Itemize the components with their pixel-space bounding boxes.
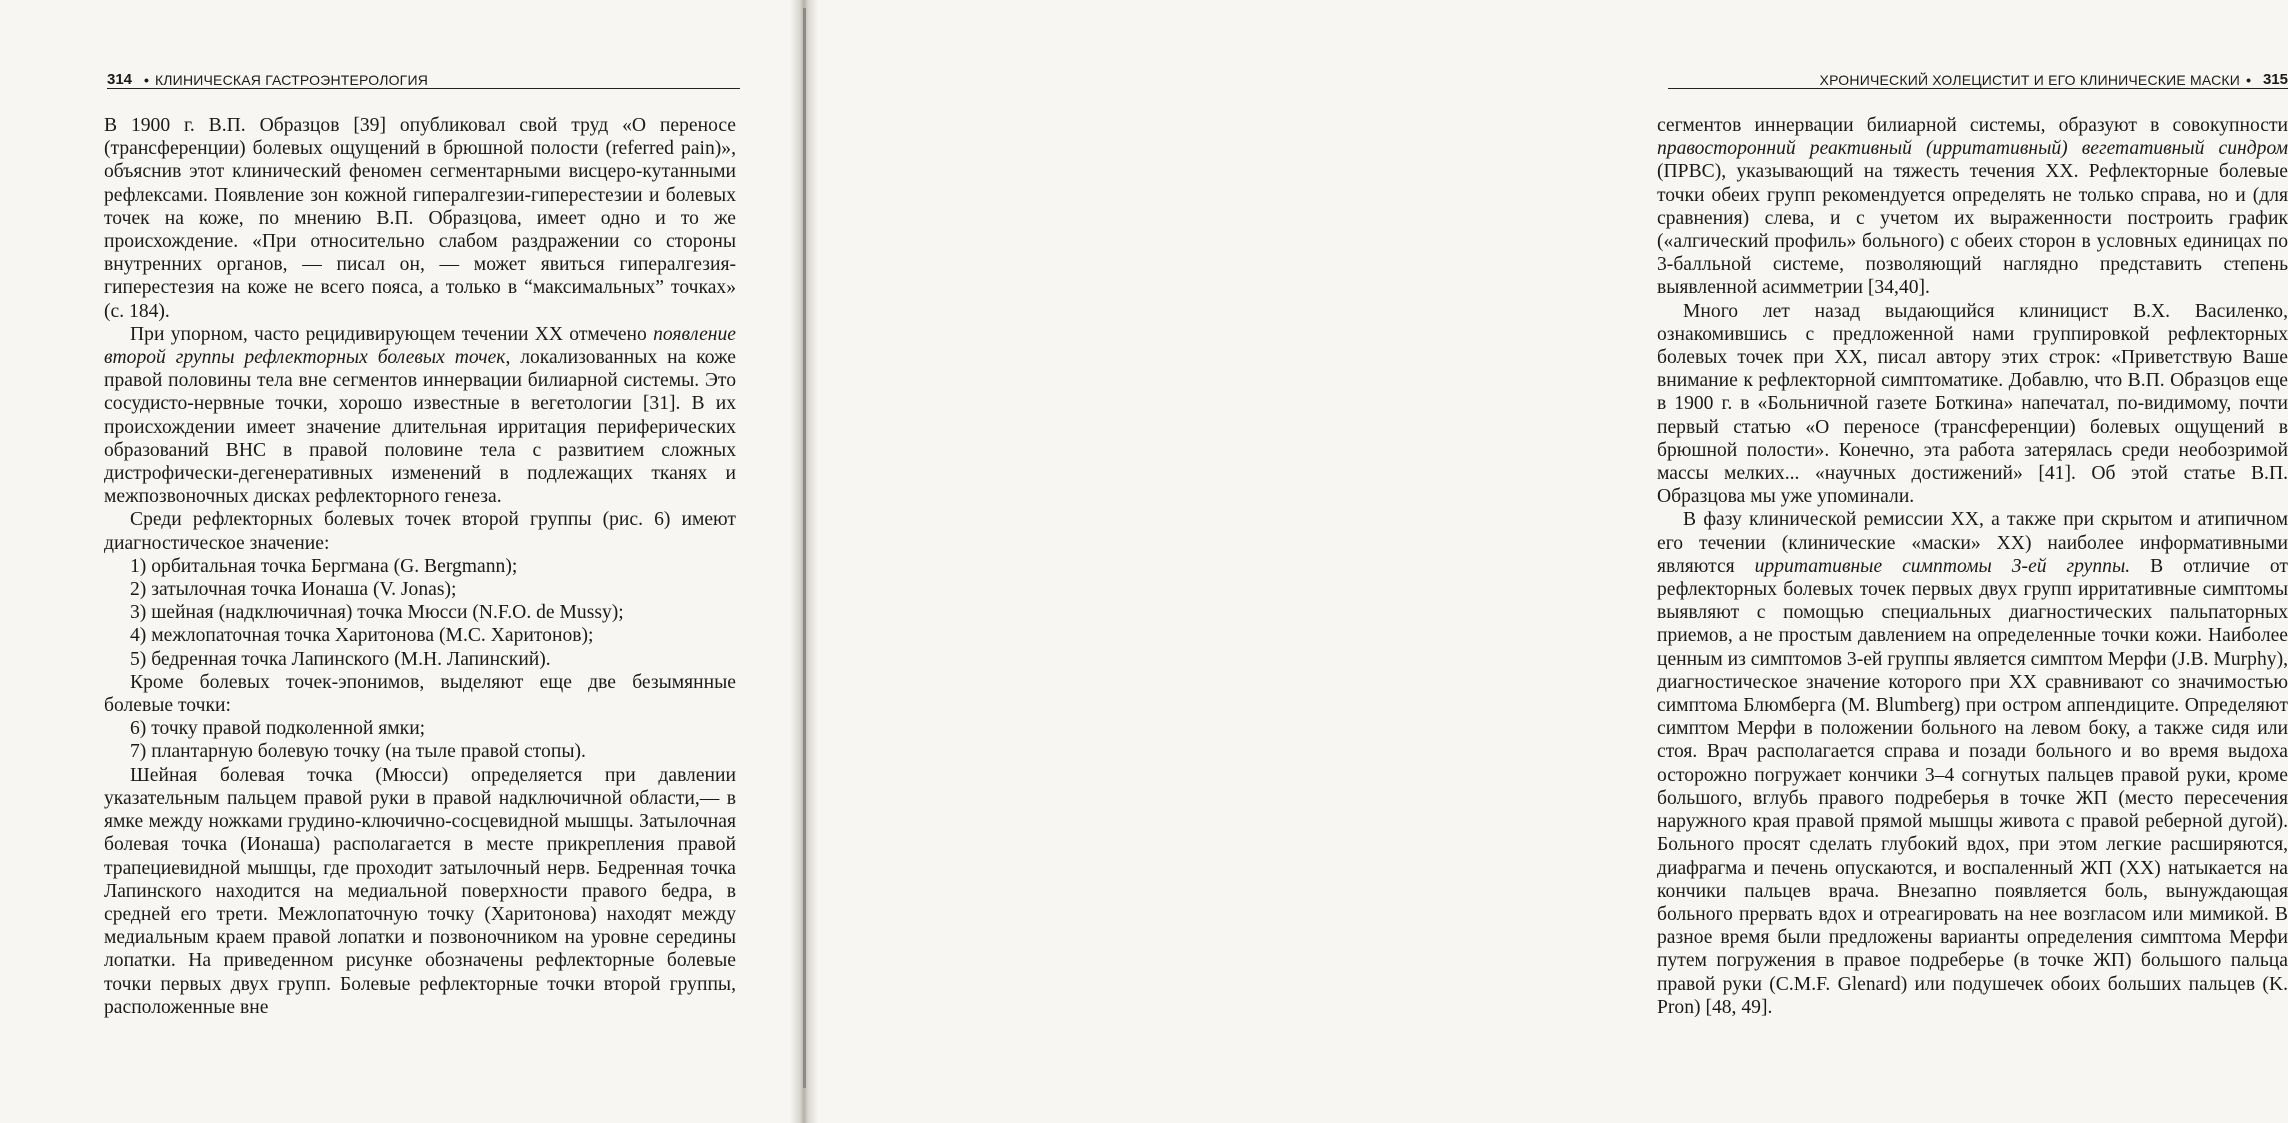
italic-emphasis: правосторонний реактивный (ирритативный) вегетативный синдром bbox=[1657, 138, 2288, 160]
left-running-title: КЛИНИЧЕСКАЯ ГАСТРОЭНТЕРОЛОГИЯ bbox=[154, 72, 429, 88]
header-bullet: • bbox=[2246, 72, 2251, 88]
right-body-text bbox=[1657, 114, 2288, 1019]
left-running-head bbox=[107, 62, 740, 89]
list-item: 4) межлопаточная точка Харитонова (М.С. Харитонов); bbox=[130, 625, 594, 647]
left-page bbox=[0, 0, 800, 1123]
right-running-title: ХРОНИЧЕСКИЙ ХОЛЕЦИСТИТ И ЕГО КЛИНИЧЕСКИЕ МАСКИ bbox=[1819, 72, 2241, 88]
header-bullet: • bbox=[144, 72, 149, 88]
paragraph: сегментов иннервации билиарной системы, образуют в совокупности правосторонний реактивный (ирритативный) вегетативный синдром (ПРВС), указывающий на тяжесть течения ХХ. Рефлекторные болевые точки обеих групп рекомендуется определять не только справа, но и (для сравнения) слева, и с учетом их выраженности построить график («алгический профиль» больного) с обеих сторон в условных единицах по 3-балльной системе, позволяющий наглядно представить степень выявленной асимметрии [34,40]. bbox=[1657, 115, 2288, 299]
list-item: 5) бедренная точка Лапинского (М.Н. Лапинский). bbox=[130, 648, 551, 670]
list-item: 7) плантарную болевую точку (на тыле правой стопы). bbox=[130, 741, 586, 763]
list-item: 1) орбитальная точка Бергмана (G. Bergmann); bbox=[130, 555, 518, 577]
list-item: 3) шейная (надключичная) точка Мюсси (N.F.O. de Mussy); bbox=[130, 602, 624, 624]
paragraph: Много лет назад выдающийся клиницист В.Х. Василенко, ознакомившись с предложенной нами группировкой рефлекторных болевых точек при ХХ, писал автору этих строк: «Приветствую Ваше внимание к рефлекторной симптоматике. Добавлю, что В.П. Образцов еще в 1900 г. в «Больничной газете Боткина» напечатал, по-видимому, почти первый статью «О переносе (трансференции) болевых ощущений в брюшной полости». Конечно, эта работа затерялась среди необозримой массы мелких... «научных достижений» [41]. Об этой статье В.П. Образцова мы уже упоминали. bbox=[1657, 300, 2288, 508]
list-item: 2) затылочная точка Ионаша (V. Jonas); bbox=[130, 579, 457, 601]
left-page-number: 314 bbox=[107, 71, 133, 88]
italic-emphasis: ирритативные симптомы 3-ей группы. bbox=[1754, 555, 2131, 577]
italic-emphasis: появление второй группы рефлекторных болевых точек bbox=[104, 323, 736, 369]
paragraph: Среди рефлекторных болевых точек второй группы (рис. 6) имеют диагностическое значение: bbox=[104, 509, 736, 554]
paragraph: При упорном, часто рецидивирующем течении ХХ отмечено появление второй группы рефлекторных болевых точек, локализованных на коже правой половины тела вне сегментов иннервации билиарной системы. Это сосудисто-нервные точки, хорошо известные в вегетологии [31]. В их происхождении имеет значение длительная ирритация периферических образований ВНС в правой половине тела с развитием сложных дистрофически-дегенеративных изменений в подлежащих тканях и межпозвоночных дисках рефлекторного генеза. bbox=[104, 323, 736, 508]
paragraph: В 1900 г. В.П. Образцов [39] опубликовал свой труд «О переносе (трансференции) болевых ощущений в брюшной полости (referred pain)», объяснив этот клинический феномен сегментарными висцеро-кутанными рефлексами. Появление зон кожной гипералгезии-гиперестезии и болевых точек на коже, по мнению В.П. Образцова, имеет одно и то же происхождение. «При относительно слабом раздражении со стороны внутренних органов, — писал он, — может явиться гипералгезия-гиперестезия на коже не всего пояса, а только в “максимальных” точках» (с. 184). bbox=[104, 115, 736, 322]
paragraph: Кроме болевых точек-эпонимов, выделяют еще две безымянные болевые точки: bbox=[104, 671, 736, 717]
paragraph: В фазу клинической ремиссии ХХ, а также при скрытом и атипичном его течении (клинические «маски» ХХ) наиболее информативными являются ирритативные симптомы 3-ей группы. В отличие от рефлекторных болевых точек первых двух групп ирритативные симптомы выявляют с помощью специальных диагностических пальпаторных приемов, а не простым давлением на определенные точки кожи. Наиболее ценным из симптомов 3-ей группы является симптом Мерфи (J.B. Murphy), диагностическое значение которого при ХХ сравнивают со значимостью симптома Блюмберга (M. Blumberg) при остром аппендиците. Определяют симптом Мерфи в положении больного на левом боку, а также сидя или стоя. Врач располагается справа и позади больного и во время выдоха осторожно погружает кончики 3–4 согнутых пальцев правой руки, кроме большого, вглубь правого подреберья в точке ЖП (место пересечения наружного края правой прямой мышцы живота с правой реберной дугой). Больного просят сделать глубокий вдох, при этом легкие расширяются, диафрагма и печень опускаются, и воспаленный ЖП (ХХ) натыкается на кончики пальцев врача. Внезапно появляется боль, вынуждающая больного прервать вдох и отреагировать на нее возгласом или мимикой. В разное время были предложены варианты определения симптома Мерфи путем погружения в правое подреберье (в точке ЖП) большого пальца правой руки (C.M.F. Glenard) или подушечек обоих больших пальцев (K. Pron) [48, 49]. bbox=[1657, 509, 2288, 1018]
right-page-number: 315 bbox=[2262, 71, 2288, 88]
left-body-text bbox=[104, 114, 736, 1019]
paragraph: Шейная болевая точка (Мюсси) определяется при давлении указательным пальцем правой руки в правой надключичной области,— в ямке между ножками грудино-ключично-сосцевидной мышцы. Затылочная болевая точка (Ионаша) располагается в месте прикрепления правой трапециевидной мышцы, где проходит затылочный нерв. Бедренная точка Лапинского находится на медиальной поверхности правого бедра, в средней его трети. Межлопаточную точку (Харитонова) находят между медиальным краем правой лопатки и позвоночником на уровне середины лопатки. На приведенном рисунке обозначены рефлекторные болевые точки первых двух групп. Болевые рефлекторные точки второй группы, расположенные вне bbox=[104, 764, 736, 1018]
list-item: 6) точку правой подколенной ямки; bbox=[130, 718, 426, 740]
right-running-head bbox=[1668, 62, 2288, 89]
right-page bbox=[800, 0, 2288, 1123]
